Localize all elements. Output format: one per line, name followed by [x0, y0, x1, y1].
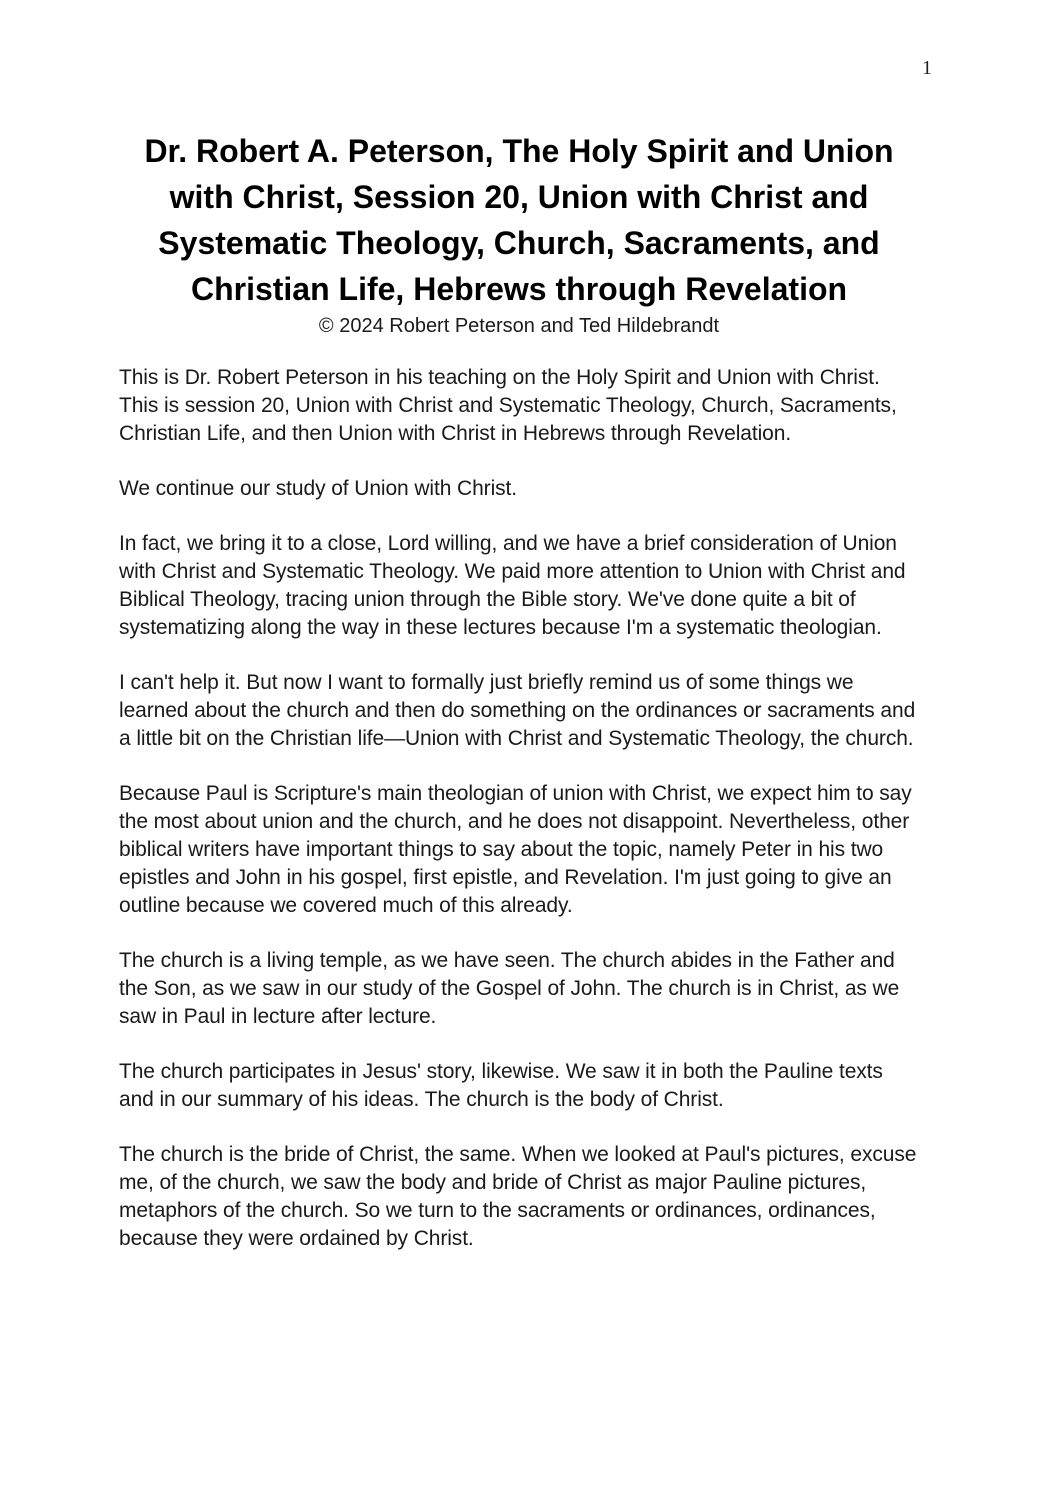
paragraph-bride-of-christ: The church is the bride of Christ, the same. When we looked at Paul's pictures, excuse me, of the church, we saw the body and bride of Christ as major Pauline pictures, metaphors of the church. So we turn to the sacraments or ordinances, ordinances, because they were ordained by Christ. — [119, 1143, 917, 1250]
paragraph-paul-main-theologian: Because Paul is Scripture's main theologian of union with Christ, we expect him to say the most about union and the church, and he does not disappoint. Nevertheless, other biblical writers have important things to say about the topic, namely Peter in his two epistles and John in his gospel, first epistle, and Revelation. I'm just going to give an outline because we covered much of this already. — [119, 782, 912, 917]
document-title: Dr. Robert A. Peterson, The Holy Spirit and Union with Christ, Session 20, Union with Christ and Systematic Theology, Church, Sacraments, and Christian Life, Hebrews through Revelation — [144, 133, 894, 307]
document-body — [119, 364, 919, 1253]
paragraph-living-temple: The church is a living temple, as we have seen. The church abides in the Father and the Son, as we saw in our study of the Gospel of John. The church is in Christ, as we saw in Paul in lecture after lecture. — [119, 949, 900, 1028]
page-content — [119, 0, 919, 1280]
page-number: 1 — [922, 57, 932, 79]
paragraph-intro: This is Dr. Robert Peterson in his teaching on the Holy Spirit and Union with Christ. This is session 20, Union with Christ and Systematic Theology, Church, Sacraments, Christian Life, and then Union with Christ in Hebrews through Revelation. — [119, 366, 897, 445]
copyright-line: © 2024 Robert Peterson and Ted Hildebrandt — [318, 315, 720, 337]
paragraph-continue-study: We continue our study of Union with Christ. — [119, 477, 518, 500]
paragraph-cant-help-it: I can't help it. But now I want to formally just briefly remind us of some things we learned about the church and then do something on the ordinances or sacraments and a little bit on the Christian life—Union with Christ and Systematic Theology, the church. — [119, 671, 916, 750]
paragraph-participates-jesus-story: The church participates in Jesus' story, likewise. We saw it in both the Pauline texts and in our summary of his ideas. The church is the body of Christ. — [119, 1060, 883, 1111]
paragraph-bring-to-close: In fact, we bring it to a close, Lord willing, and we have a brief consideration of Union with Christ and Systematic Theology. We paid more attention to Union with Christ and Biblical Theology, tracing union through the Bible story. We've done quite a bit of systematizing along the way in these lectures because I'm a systematic theologian. — [119, 532, 906, 639]
